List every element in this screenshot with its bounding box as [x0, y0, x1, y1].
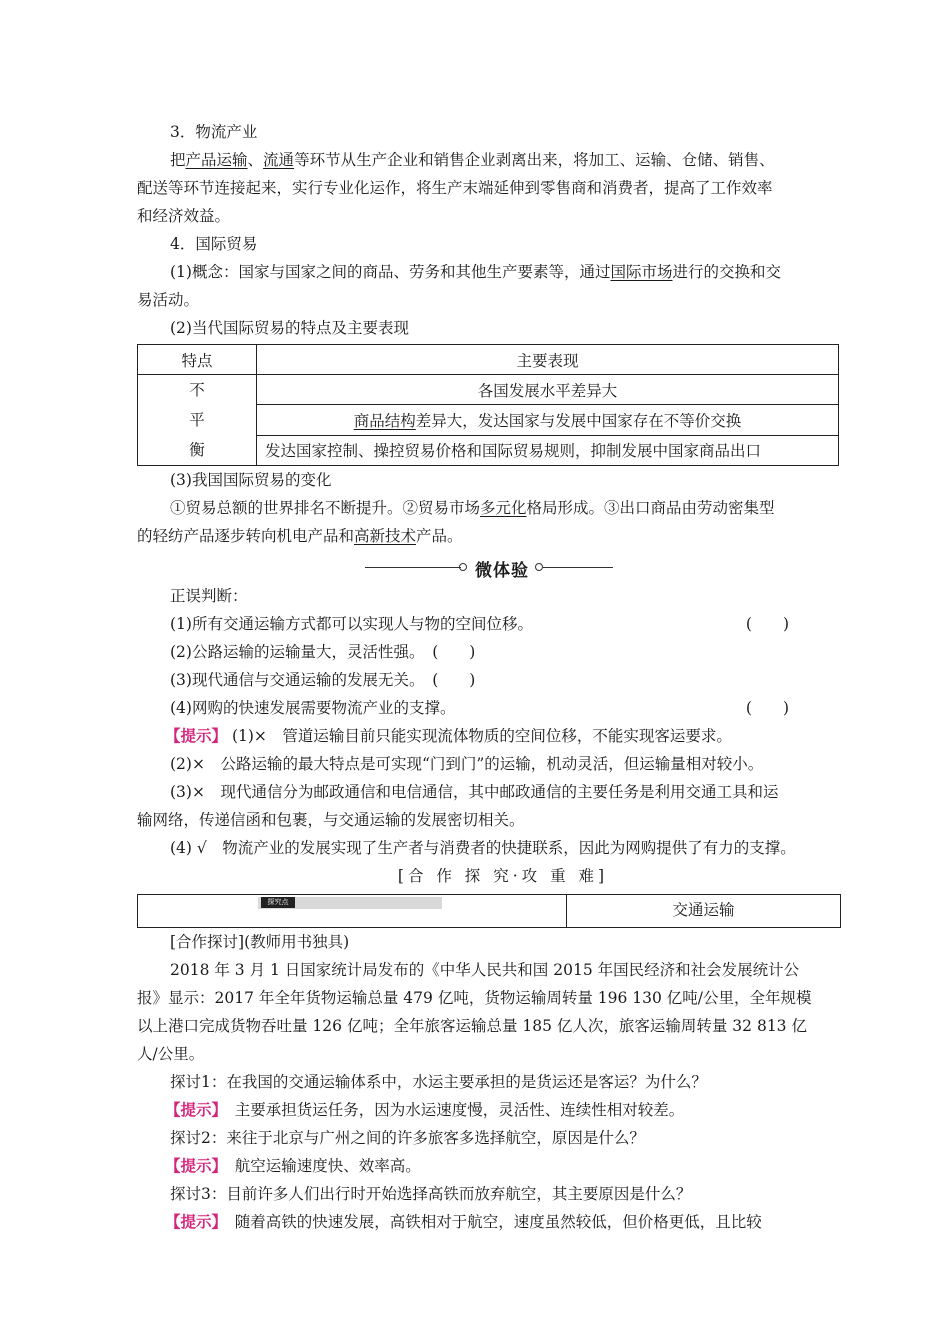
text: 的轻纺产品逐步转向机电产品和 — [137, 527, 355, 545]
explore-label-cell — [138, 895, 567, 927]
answer-line: (4) √ 物流产业的发展实现了生产者与消费者的快捷联系，因此为网购提供了有力的支撑。 — [170, 839, 796, 857]
underlined-term: 多元化 — [480, 499, 527, 517]
underlined-term: 产品运输 — [185, 151, 248, 169]
answer-line: (2)× 公路运输的最大特点是可实现“门到门”的运输，机动灵活，但运输量相对较小。 — [170, 755, 764, 773]
answer-blank: ( ) — [432, 643, 476, 661]
explore-topic: 交通运输 — [672, 901, 735, 919]
paragraph-line: 以上港口完成货物吞吐量 126 亿吨；全年旅客运输总量 185 亿人次，旅客运输周转量 32 813 亿 — [137, 1017, 807, 1035]
explore-point-box — [137, 894, 841, 928]
banner-title: 微体验 — [475, 561, 529, 581]
paragraph-line: 配送等环节连接起来，实行专业化运作，将生产末端延伸到零售商和消费者，提高了工作效率 — [137, 179, 773, 197]
paragraph-line — [137, 258, 839, 286]
text: 随着高铁的快速发展，高铁相对于航空，速度虽然较低，但价格更低，且比较 — [219, 1213, 762, 1231]
underlined-term: 国际市场 — [610, 263, 673, 281]
table-cell — [257, 405, 839, 435]
question-line: 探讨1：在我国的交通运输体系中，水运主要承担的是货运还是客运？为什么？ — [170, 1073, 707, 1091]
answer-blank: ( ) — [745, 615, 789, 633]
judge-item — [137, 610, 839, 638]
table-row — [138, 375, 839, 405]
answer-blank: ( ) — [432, 671, 476, 689]
text: 差异大，发达国家与发展中国家存在不等价交换 — [415, 411, 742, 430]
tip-label: 【提示】 — [165, 1212, 220, 1231]
feature-char: 平 — [189, 411, 205, 429]
banner-ornament-left — [459, 563, 467, 571]
paragraph-line: (2)当代国际贸易的特点及主要表现 — [170, 319, 409, 337]
text: (1)× 管道运输目前只能实现流体物质的空间位移，不能实现客运要求。 — [227, 727, 732, 745]
banner-rule-left — [365, 567, 461, 568]
section-title: [合 作 探 究·攻 重 难] — [397, 867, 609, 885]
banner-ornament-right — [535, 563, 543, 571]
judge-item — [137, 694, 839, 722]
text: (2)公路运输的运输量大，灵活性强。 — [170, 643, 417, 661]
text: 产品。 — [416, 527, 463, 545]
answer-line — [137, 722, 839, 750]
paragraph-line: 人/公里。 — [137, 1045, 205, 1063]
judge-intro: 正误判断： — [170, 587, 248, 605]
answer-line: 输网络，传递信函和包裹，与交通运输的发展密切相关。 — [137, 811, 525, 829]
text: (1)概念：国家与国家之间的商品、劳务和其他生产要素等，通过 — [170, 263, 611, 281]
paragraph-line — [137, 146, 839, 174]
section-heading: 4．国际贸易 — [170, 235, 258, 253]
underlined-term: 商品结构 — [353, 411, 416, 430]
explore-tag: 探究点 — [261, 897, 295, 908]
paragraph-line: 易活动。 — [137, 291, 200, 309]
section-heading: 3．物流产业 — [170, 123, 258, 141]
answer-line — [137, 1208, 839, 1236]
text: 格局形成。③出口商品由劳动密集型 — [526, 499, 775, 517]
paragraph-line: (3)我国国际贸易的变化 — [170, 471, 332, 489]
micro-experience-banner — [137, 554, 839, 582]
feature-cell — [138, 375, 257, 466]
discuss-label: [合作探讨](教师用书独具) — [170, 933, 350, 951]
answer-line — [137, 1152, 839, 1180]
paragraph-line — [137, 494, 839, 522]
text: 等环节从生产企业和销售企业剥离出来，将加工、运输、仓储、销售、 — [294, 151, 775, 169]
features-table — [137, 344, 839, 466]
answer-line — [137, 1096, 839, 1124]
feature-char: 衡 — [189, 441, 205, 459]
paragraph-line: 报》显示：2017 年全年货物运输总量 479 亿吨，货物运输周转量 196 130 亿吨/公里，全年规模 — [137, 989, 812, 1007]
tip-label: 【提示】 — [165, 1100, 220, 1119]
document-page — [137, 118, 839, 1236]
answer-line: (3)× 现代通信分为邮政通信和电信通信，其中邮政通信的主要任务是利用交通工具和运 — [170, 783, 779, 801]
underlined-term: 流通 — [263, 151, 295, 169]
text: ①贸易总额的世界排名不断提升。②贸易市场 — [170, 499, 481, 517]
text: (1)所有交通运输方式都可以实现人与物的空间位移。 — [170, 615, 533, 633]
table-header-cell: 特点 — [138, 345, 257, 375]
table-cell: 发达国家控制、操控贸易价格和国际贸易规则，抑制发展中国家商品出口 — [257, 435, 839, 465]
table-header-cell: 主要表现 — [257, 345, 839, 375]
text: 主要承担货运任务，因为水运速度慢，灵活性、连续性相对较差。 — [219, 1101, 685, 1119]
text: 、 — [247, 151, 264, 169]
judge-item — [137, 666, 839, 694]
feature-char: 不 — [189, 381, 205, 399]
paragraph-line — [137, 522, 839, 550]
question-line: 探讨3：目前许多人们出行时开始选择高铁而放弃航空，其主要原因是什么？ — [170, 1185, 692, 1203]
text: 进行的交换和交 — [672, 263, 781, 281]
table-cell: 各国发展水平差异大 — [257, 375, 839, 405]
question-line: 探讨2：来往于北京与广州之间的许多旅客多选择航空，原因是什么？ — [170, 1129, 645, 1147]
tip-label: 【提示】 — [165, 726, 228, 745]
banner-rule-right — [543, 567, 613, 568]
underlined-term: 高新技术 — [354, 527, 417, 545]
tip-label: 【提示】 — [165, 1156, 220, 1175]
paragraph-line: 2018 年 3 月 1 日国家统计局发布的《中华人民共和国 2015 年国民经济和社会发展统计公 — [170, 961, 800, 979]
table-header-row — [138, 345, 839, 375]
text: (3)现代通信与交通运输的发展无关。 — [170, 671, 417, 689]
text: (4)网购的快速发展需要物流产业的支撑。 — [170, 699, 456, 717]
answer-blank: ( ) — [745, 699, 789, 717]
paragraph-line: 和经济效益。 — [137, 207, 231, 225]
judge-item — [137, 638, 839, 666]
text: 航空运输速度快、效率高。 — [219, 1157, 421, 1175]
text: 把 — [170, 151, 186, 169]
